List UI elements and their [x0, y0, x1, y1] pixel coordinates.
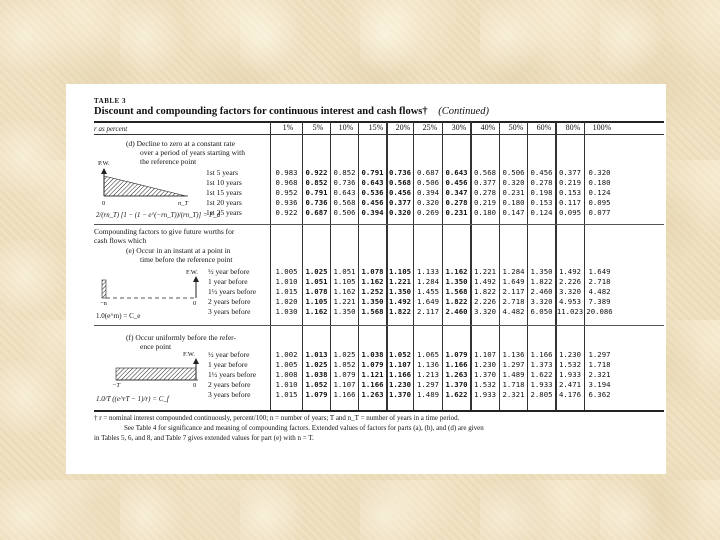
table-cell: 1.079 — [333, 370, 356, 379]
section-d-heading-3: the reference point — [140, 157, 197, 166]
table-cell: 0.124 — [530, 208, 553, 217]
column-header: 50% — [508, 123, 524, 132]
table-cell: 2.117 — [502, 287, 525, 296]
table-cell: 3.194 — [588, 380, 611, 389]
column-header: 20% — [395, 123, 411, 132]
table-cell: 1.718 — [588, 360, 611, 369]
table-cell: 4.482 — [502, 307, 525, 316]
table-cell: 1.079 — [361, 360, 384, 369]
formula-d: 2/(rn_T) [1 − (1 − e^(−rn_T))/(rn_T)] = F_d — [96, 212, 221, 219]
table-cell: 0.394 — [417, 188, 439, 197]
row-label: 2 years before — [208, 380, 251, 389]
table-cell: 0.077 — [588, 208, 611, 217]
table-cell: 1.166 — [445, 360, 468, 369]
table-cell: 1.370 — [445, 380, 468, 389]
table-cell: 0.968 — [275, 178, 298, 187]
table-cell: 1.008 — [275, 370, 298, 379]
table-cell: 1.015 — [275, 390, 298, 399]
table-cell: 1.136 — [502, 350, 525, 359]
table-cell: 0.736 — [333, 178, 356, 187]
diagram-f-origin: 0 — [193, 382, 197, 389]
row-label: 1st 5 years — [206, 168, 239, 177]
section-e-rule — [94, 325, 664, 326]
table-cell: 20.086 — [586, 307, 613, 316]
table-cell: 0.643 — [445, 168, 468, 177]
table-cell: 1.166 — [530, 350, 553, 359]
row-label: 1 year before — [208, 360, 248, 369]
table-cell: 0.506 — [417, 178, 439, 187]
table-cell: 1.284 — [417, 277, 439, 286]
table-cell: 2.471 — [559, 380, 581, 389]
footnote-1: † r = nominal interest compounded continuously, percent/100; n = number of years; T and n_T = number of years in a time period. — [94, 414, 460, 422]
table-cell: 0.736 — [305, 198, 328, 207]
table-cell: 1.933 — [474, 390, 496, 399]
diagram-e-fw-label: F.W. — [186, 269, 198, 276]
table-cell: 0.643 — [333, 188, 356, 197]
table-cell: 0.153 — [530, 198, 553, 207]
table-cell: 1.221 — [389, 277, 411, 286]
diagram-e-origin: 0 — [193, 300, 197, 307]
table-cell: 0.936 — [275, 198, 298, 207]
table-cell: 2.226 — [474, 297, 496, 306]
table-cell: 0.180 — [474, 208, 496, 217]
table-cell: 0.922 — [305, 168, 328, 177]
instant-flow-diagram — [96, 274, 206, 304]
row-label: 1½ years before — [208, 287, 257, 296]
table-cell: 0.095 — [559, 208, 581, 217]
table-page — [66, 84, 666, 474]
table-cell: 0.124 — [588, 188, 611, 197]
table-cell: 1.350 — [530, 267, 553, 276]
row-label: 3 years before — [208, 390, 251, 399]
section-e-heading-1: (e) Occur in an instant at a point in — [126, 246, 231, 255]
section-f-heading-2: ence point — [140, 342, 172, 351]
table-cell: 1.822 — [530, 277, 553, 286]
diagram-d-origin: 0 — [102, 200, 106, 207]
table-cell: 0.568 — [474, 168, 496, 177]
table-cell: 0.983 — [275, 168, 298, 177]
table-cell: 1.162 — [445, 267, 468, 276]
column-header: 15% — [368, 123, 384, 132]
header-rule — [94, 134, 664, 135]
table-cell: 1.822 — [474, 287, 496, 296]
table-cell: 1.622 — [445, 390, 468, 399]
row-label: 1st 10 years — [206, 178, 242, 187]
table-cell: 0.320 — [417, 198, 439, 207]
table-cell: 2.117 — [417, 307, 439, 316]
table-cell: 1.532 — [474, 380, 496, 389]
table-cell: 0.219 — [474, 198, 496, 207]
table-cell: 2.718 — [502, 297, 525, 306]
table-cell: 1.105 — [389, 267, 411, 276]
table-cell: 0.791 — [305, 188, 328, 197]
row-label: 1st 15 years — [206, 188, 242, 197]
table-cell: 1.166 — [333, 390, 356, 399]
table-cell: 1.532 — [559, 360, 581, 369]
table-cell: 1.350 — [333, 307, 356, 316]
table-cell: 1.649 — [502, 277, 525, 286]
table-cell: 1.030 — [275, 307, 298, 316]
table-cell: 0.687 — [305, 208, 328, 217]
table-cell: 1.230 — [389, 380, 411, 389]
table-cell: 0.320 — [502, 178, 525, 187]
bottom-rule — [94, 410, 664, 412]
table-cell: 4.482 — [588, 287, 611, 296]
table-cell: 2.460 — [445, 307, 468, 316]
instant-bar — [102, 280, 106, 298]
table-cell: 1.221 — [474, 267, 496, 276]
table-cell: 1.010 — [275, 380, 298, 389]
footnote-3: in Tables 5, 6, and 8, and Table 7 gives extended values for part (e) with n = T. — [94, 434, 314, 442]
table-cell: 1.078 — [305, 287, 328, 296]
table-cell: 1.489 — [502, 370, 525, 379]
section-d-heading-1: (d) Decline to zero at a constant rate — [126, 139, 235, 148]
table-cell: 1.489 — [417, 390, 439, 399]
table-title-text: Discount and compounding factors for continuous interest and cash flows† — [94, 106, 428, 117]
table-cell: 0.568 — [389, 178, 411, 187]
column-header: 1% — [282, 123, 294, 132]
table-cell: 0.791 — [361, 168, 384, 177]
table-cell: 1.492 — [559, 267, 581, 276]
table-cell: 1.020 — [275, 297, 298, 306]
table-cell: 1.221 — [333, 297, 356, 306]
column-header: 10% — [338, 123, 354, 132]
table-cell: 6.050 — [530, 307, 553, 316]
table-cell: 0.643 — [361, 178, 384, 187]
table-cell: 1.622 — [530, 370, 553, 379]
table-title — [94, 106, 489, 117]
table-cell: 0.180 — [502, 198, 525, 207]
arrow-head-icon — [101, 168, 107, 174]
table-cell: 0.219 — [559, 178, 581, 187]
table-cell: 11.023 — [556, 307, 584, 316]
uniform-block — [116, 368, 196, 380]
row-label: ½ year before — [208, 350, 250, 359]
table-cell: 0.456 — [389, 188, 411, 197]
table-cell: 1.166 — [389, 370, 411, 379]
table-cell: 0.147 — [502, 208, 525, 217]
row-label: 1½ years before — [208, 370, 257, 379]
table-cell: 1.284 — [502, 267, 525, 276]
table-cell: 1.297 — [417, 380, 439, 389]
table-cell: 1.568 — [445, 287, 468, 296]
table-cell: 0.952 — [275, 188, 298, 197]
table-cell: 1.025 — [305, 267, 328, 276]
table-cell: 1.568 — [361, 307, 384, 316]
row-label: 1st 20 years — [206, 198, 242, 207]
table-cell: 1.038 — [305, 370, 328, 379]
diagram-d-pw-label: P.W. — [98, 160, 110, 167]
table-cell: 0.269 — [417, 208, 439, 217]
table-cell: 0.320 — [588, 168, 611, 177]
column-header: 60% — [536, 123, 552, 132]
table-cell: 1.052 — [333, 360, 356, 369]
table-cell: 0.568 — [333, 198, 356, 207]
table-cell: 1.166 — [361, 380, 384, 389]
table-cell: 1.350 — [361, 297, 384, 306]
column-header: 30% — [451, 123, 467, 132]
table-cell: 1.052 — [389, 350, 411, 359]
table-cell: 0.180 — [588, 178, 611, 187]
row-label: 1 year before — [208, 277, 248, 286]
table-cell: 0.506 — [502, 168, 525, 177]
table-cell: 2.226 — [559, 277, 581, 286]
table-cell: 0.736 — [389, 168, 411, 177]
table-cell: 1.015 — [275, 287, 298, 296]
table-cell: 0.278 — [445, 198, 468, 207]
table-cell: 3.320 — [474, 307, 496, 316]
row-label: 2 years before — [208, 297, 251, 306]
table-cell: 1.350 — [445, 277, 468, 286]
table-cell: 1.822 — [389, 307, 411, 316]
column-header: 5% — [312, 123, 324, 132]
table-cell: 1.162 — [361, 277, 384, 286]
section-f-heading-1: (f) Occur uniformly before the refer- — [126, 333, 236, 342]
table-cell: 1.822 — [445, 297, 468, 306]
table-cell: 0.456 — [361, 198, 384, 207]
table-cell: 1.252 — [361, 287, 384, 296]
table-cell: 0.347 — [445, 188, 468, 197]
table-cell: 1.263 — [361, 390, 384, 399]
row-label: 1st 25 years — [206, 208, 242, 217]
table-cell: 0.278 — [474, 188, 496, 197]
diagram-f-fw-label: F.W. — [183, 351, 195, 358]
row-header-label: r as percent — [94, 125, 128, 133]
table-cell: 1.105 — [305, 297, 328, 306]
table-cell: 0.231 — [502, 188, 525, 197]
table-cell: 1.038 — [361, 350, 384, 359]
table-cell: 1.107 — [474, 350, 496, 359]
table-cell: 1.492 — [474, 277, 496, 286]
table-cell: 1.718 — [502, 380, 525, 389]
table-cell: 1.025 — [305, 360, 328, 369]
row-label: ½ year before — [208, 267, 250, 276]
table-cell: 3.320 — [530, 297, 553, 306]
row-label: 3 years before — [208, 307, 251, 316]
table-cell: 0.456 — [530, 168, 553, 177]
table-cell: 1.136 — [417, 360, 439, 369]
table-cell: 1.350 — [389, 287, 411, 296]
section-d-heading-2: over a period of years starting with — [140, 148, 245, 157]
table-cell: 1.213 — [417, 370, 439, 379]
table-cell: 1.230 — [474, 360, 496, 369]
table-cell: 1.010 — [275, 277, 298, 286]
formula-f: 1.0/T ((e^rT − 1)/r) = C_f — [96, 395, 169, 403]
table-cell: 0.231 — [445, 208, 468, 217]
table-cell: 1.455 — [417, 287, 439, 296]
table-cell: 7.389 — [588, 297, 611, 306]
column-header: 100% — [592, 123, 612, 132]
table-cell: 1.492 — [389, 297, 411, 306]
table-cell: 0.377 — [559, 168, 581, 177]
table-cell: 1.263 — [445, 370, 468, 379]
table-cell: 0.320 — [389, 208, 411, 217]
table-cell: 1.079 — [445, 350, 468, 359]
table-cell: 1.051 — [333, 267, 356, 276]
table-cell: 1.079 — [305, 390, 328, 399]
table-cell: 0.095 — [588, 198, 611, 207]
table-cell: 1.107 — [389, 360, 411, 369]
table-cell: 1.370 — [474, 370, 496, 379]
table-cell: 0.394 — [361, 208, 384, 217]
table-cell: 1.370 — [389, 390, 411, 399]
table-cell: 2.321 — [502, 390, 525, 399]
table-cell: 1.013 — [305, 350, 328, 359]
continued-label: (Continued) — [438, 106, 489, 117]
table-cell: 1.107 — [333, 380, 356, 389]
table-cell: 0.456 — [445, 178, 468, 187]
table-cell: 0.506 — [333, 208, 356, 217]
compounding-heading-2: cash flows which — [94, 236, 147, 245]
table-cell: 1.933 — [530, 380, 553, 389]
table-cell: 6.362 — [588, 390, 611, 399]
table-cell: 0.922 — [275, 208, 298, 217]
table-cell: 0.278 — [530, 178, 553, 187]
table-cell: 1.025 — [333, 350, 356, 359]
table-cell: 1.005 — [275, 360, 298, 369]
table-cell: 0.377 — [474, 178, 496, 187]
table-cell: 1.230 — [559, 350, 581, 359]
table-cell: 0.153 — [559, 188, 581, 197]
table-cell: 1.297 — [588, 350, 611, 359]
section-e-heading-2: time before the reference point — [140, 255, 233, 264]
table-cell: 1.051 — [305, 277, 328, 286]
footnote-2: See Table 4 for significance and meaning of compounding factors. Extended values of factors for parts (a), (b), and (d) are given — [124, 424, 484, 432]
table-cell: 0.852 — [333, 168, 356, 177]
diagram-d-end: n_T — [178, 200, 189, 207]
table-label: TABLE 3 — [94, 97, 126, 105]
table-cell: 0.377 — [389, 198, 411, 207]
table-cell: 1.297 — [502, 360, 525, 369]
hatched-area — [104, 176, 186, 196]
table-cell: 3.320 — [559, 287, 581, 296]
table-cell: 1.162 — [333, 287, 356, 296]
table-cell: 1.121 — [361, 370, 384, 379]
table-cell: 2.460 — [530, 287, 553, 296]
table-cell: 1.002 — [275, 350, 298, 359]
table-cell: 4.953 — [559, 297, 581, 306]
table-cell: 2.805 — [530, 390, 553, 399]
table-cell: 0.198 — [530, 188, 553, 197]
table-cell: 1.373 — [530, 360, 553, 369]
table-cell: 1.105 — [333, 277, 356, 286]
diagram-f-start: −T — [112, 382, 121, 389]
column-header: 80% — [565, 123, 581, 132]
table-cell: 0.687 — [417, 168, 439, 177]
table-cell: 1.078 — [361, 267, 384, 276]
diagram-e-start: −n — [100, 300, 107, 307]
table-cell: 4.176 — [559, 390, 581, 399]
table-cell: 1.065 — [417, 350, 439, 359]
table-cell: 1.162 — [305, 307, 328, 316]
table-cell: 2.718 — [588, 277, 611, 286]
table-cell: 1.005 — [275, 267, 298, 276]
table-cell: 1.649 — [417, 297, 439, 306]
section-d-rule — [94, 224, 664, 225]
table-cell: 0.852 — [305, 178, 328, 187]
table-cell: 1.649 — [588, 267, 611, 276]
compounding-heading-1: Compounding factors to give future worths for — [94, 227, 235, 236]
column-header: 40% — [480, 123, 496, 132]
table-cell: 0.536 — [361, 188, 384, 197]
table-cell: 0.117 — [559, 198, 581, 207]
table-cell: 1.052 — [305, 380, 328, 389]
table-cell: 1.133 — [417, 267, 439, 276]
column-header: 25% — [422, 123, 438, 132]
table-cell: 2.321 — [588, 370, 611, 379]
formula-e: 1.0(e^rn) = C_e — [96, 312, 141, 320]
table-cell: 1.933 — [559, 370, 581, 379]
